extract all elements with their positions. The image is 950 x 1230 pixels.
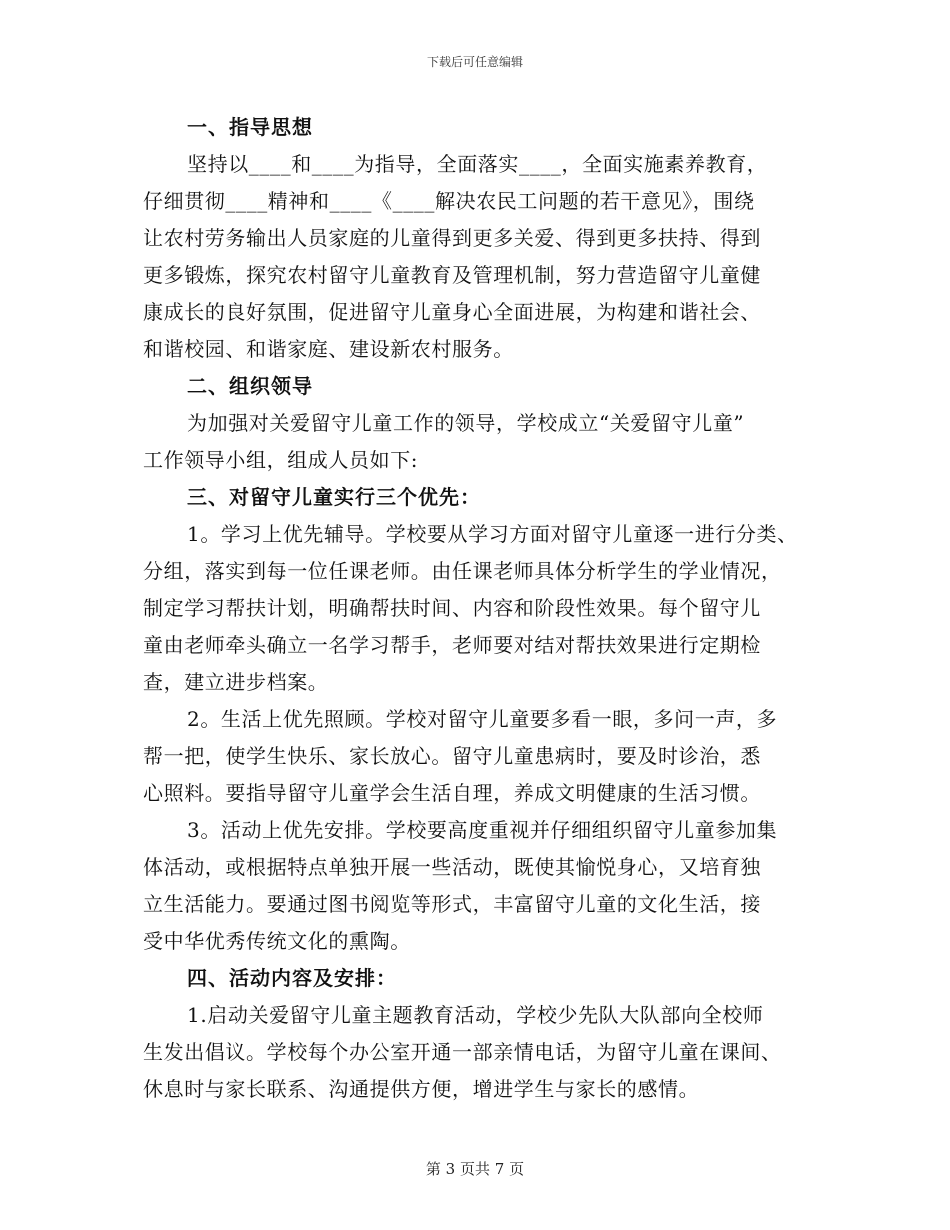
section-heading-4: 四、活动内容及安排： bbox=[187, 966, 397, 990]
paragraph-line: 受中华优秀传统文化的熏陶。 bbox=[143, 929, 411, 953]
paragraph-line: 康成长的良好氛围，促进留守儿童身心全面进展，为构建和谐社会、 bbox=[143, 300, 761, 324]
paragraph-line: 让农村劳务输出人员家庭的儿童得到更多关爱、得到更多扶持、得到 bbox=[143, 226, 761, 250]
section-heading-3: 三、对留守儿童实行三个优先： bbox=[187, 485, 481, 509]
paragraph-line: 立生活能力。要通过图书阅览等形式，丰富留守儿童的文化生活，接 bbox=[143, 892, 761, 916]
paragraph-line: 制定学习帮扶计划，明确帮扶时间、内容和阶段性效果。每个留守儿 bbox=[143, 596, 761, 620]
paragraph-line: 1。学习上优先辅导。学校要从学习方面对留守儿童逐一进行分类、 bbox=[187, 522, 798, 546]
paragraph-line: 帮一把，使学生快乐、家长放心。留守儿童患病时，要及时诊治，悉 bbox=[143, 744, 761, 768]
paragraph-line: 体活动，或根据特点单独开展一些活动，既使其愉悦身心，又培育独 bbox=[143, 855, 761, 879]
paragraph-line: 3。活动上优先安排。学校要高度重视并仔细组织留守儿童参加集 bbox=[187, 818, 778, 842]
paragraph-line: 和谐校园、和谐家庭、建设新农村服务。 bbox=[143, 337, 514, 361]
paragraph-line: 童由老师牵头确立一名学习帮手，老师要对结对帮扶效果进行定期检 bbox=[143, 633, 761, 657]
section-heading-1: 一、指导思想 bbox=[187, 115, 313, 139]
paragraph-line: 2。生活上优先照顾。学校对留守儿童要多看一眼，多问一声，多 bbox=[187, 707, 778, 731]
paragraph-line: 更多锻炼，探究农村留守儿童教育及管理机制，努力营造留守儿童健 bbox=[143, 263, 761, 287]
paragraph-line: 工作领导小组，组成人员如下: bbox=[143, 448, 419, 472]
paragraph-line: 查，建立进步档案。 bbox=[143, 670, 329, 694]
paragraph-line: 1.启动关爱留守儿童主题教育活动，学校少先队大队部向全校师 bbox=[187, 1003, 764, 1027]
page-footer: 第 3 页共 7 页 bbox=[425, 1160, 525, 1178]
page-header: 下载后可任意编辑 bbox=[426, 55, 523, 69]
paragraph-line: 坚持以____和____为指导，全面落实____，全面实施素养教育， bbox=[187, 152, 768, 176]
paragraph-line: 生发出倡议。学校每个办公室开通一部亲情电话，为留守儿童在课间、 bbox=[143, 1040, 782, 1064]
paragraph-line: 仔细贯彻____精神和____《____解决农民工问题的若干意见》，围绕 bbox=[143, 189, 755, 213]
paragraph-line: 分组，落实到每一位任课老师。由任课老师具体分析学生的学业情况， bbox=[143, 559, 782, 583]
section-heading-2: 二、组织领导 bbox=[187, 374, 313, 398]
paragraph-line: 休息时与家长联系、沟通提供方便，增进学生与家长的感情。 bbox=[143, 1077, 700, 1101]
paragraph-line: 为加强对关爱留守儿童工作的领导，学校成立“关爱留守儿童” bbox=[187, 411, 745, 435]
paragraph-line: 心照料。要指导留守儿童学会生活自理，养成文明健康的生活习惯。 bbox=[143, 781, 761, 805]
